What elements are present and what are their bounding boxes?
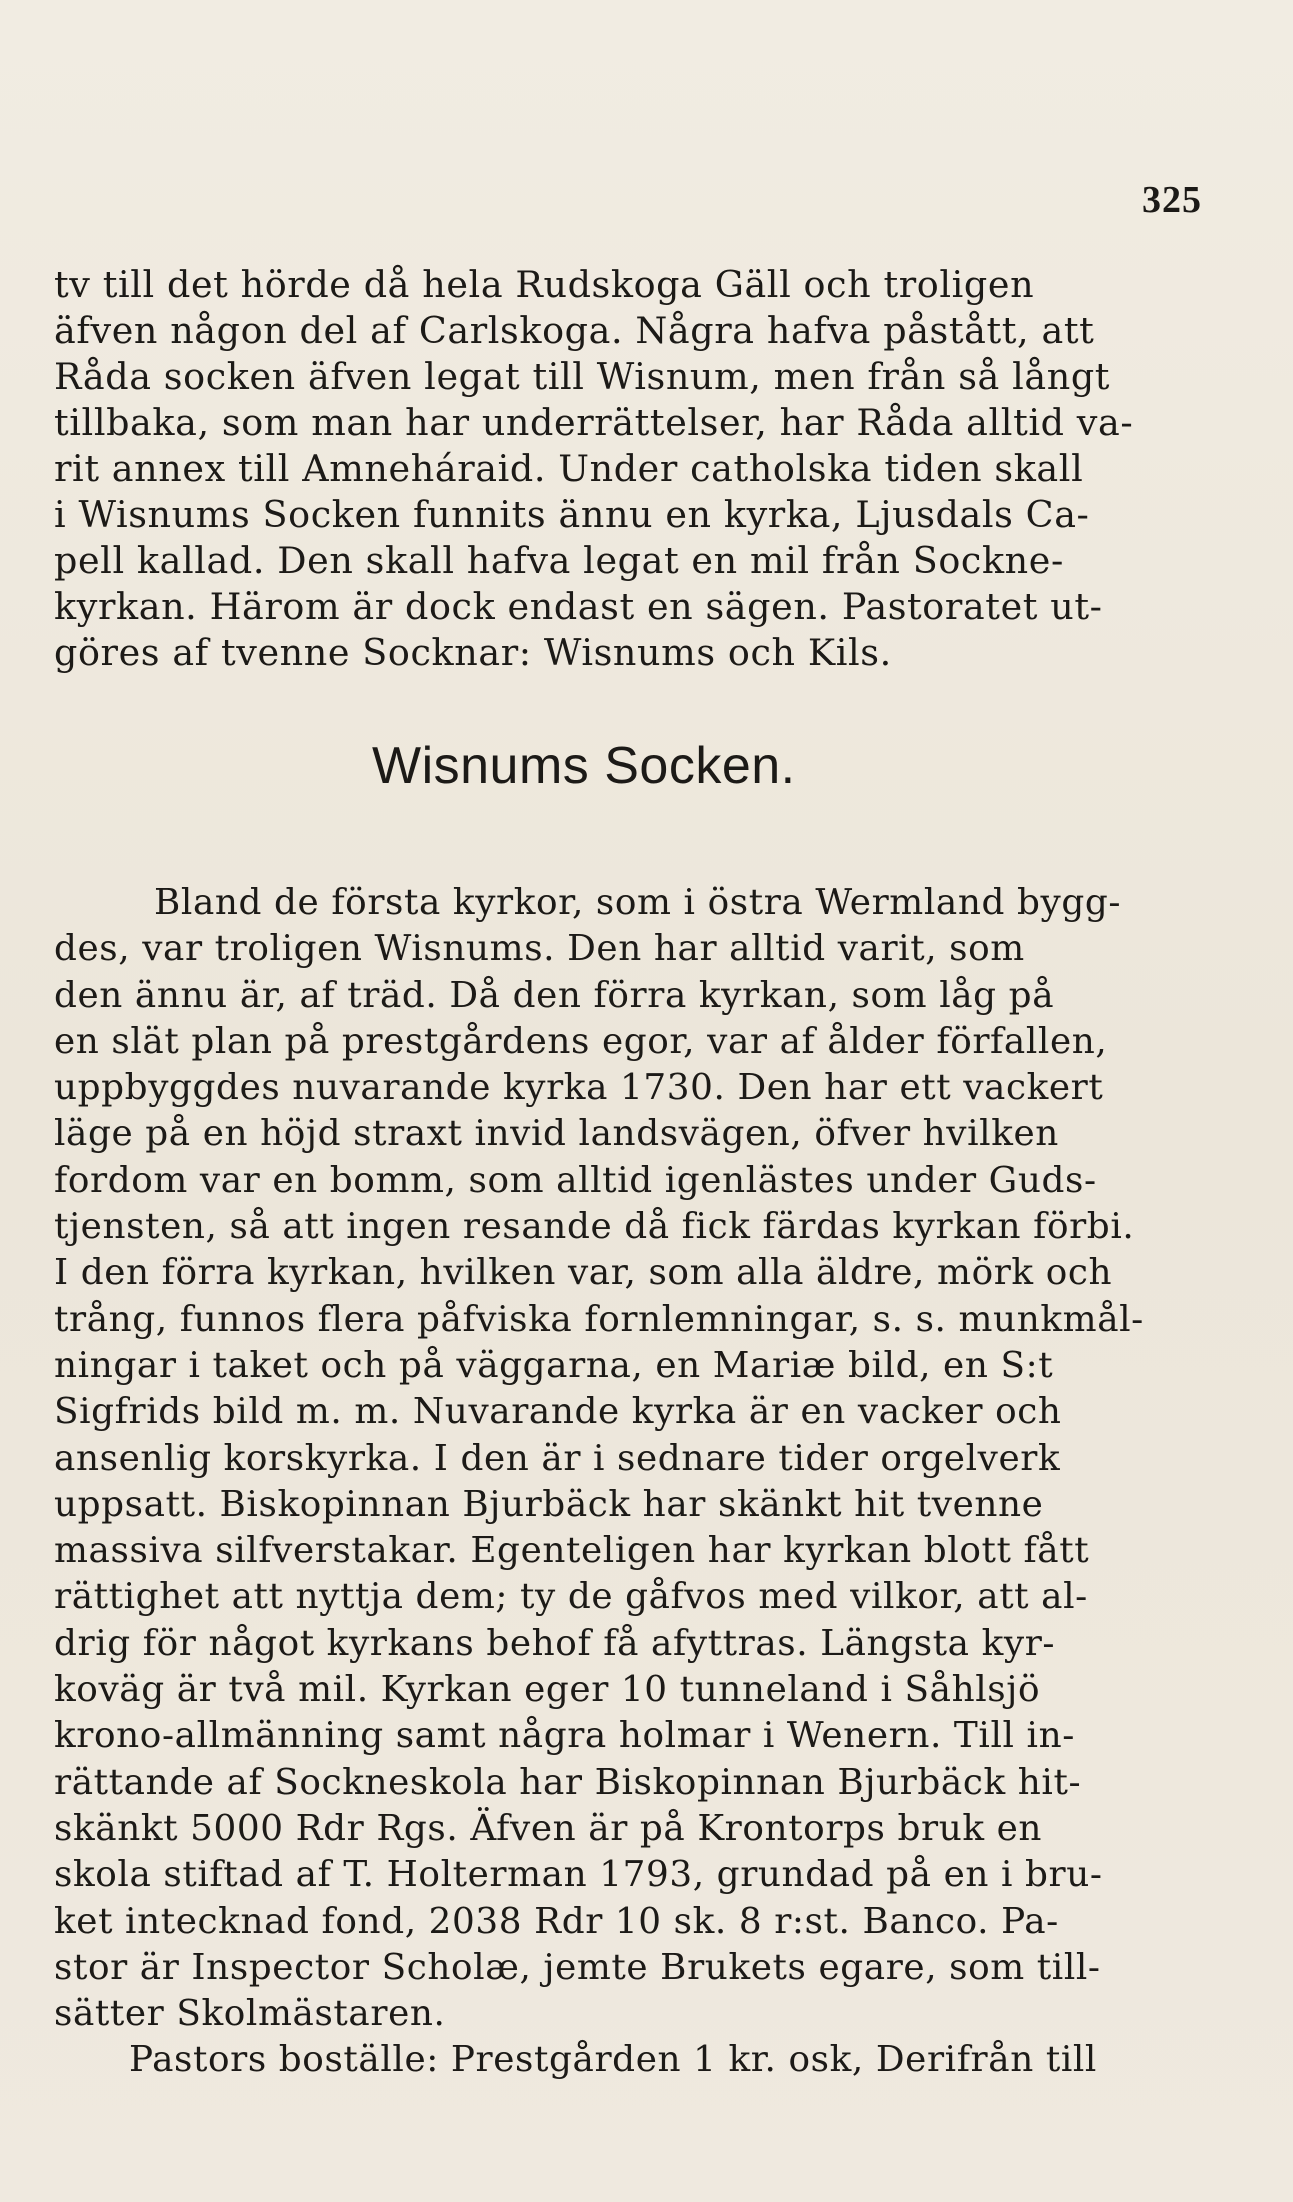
text-line: pell kallad. Den skall hafva legat en mil från Sockne- — [54, 539, 1064, 582]
text-line: en slät plan på prestgårdens egor, var af ålder förfallen, — [54, 1020, 1108, 1062]
text-line: trång, funnos flera påfviska fornlemningar, s. s. munkmål- — [54, 1298, 1144, 1340]
text-line: tv till det hörde då hela Rudskoga Gäll och troligen — [54, 263, 1035, 306]
text-line: läge på en höjd straxt invid landsvägen, öfver hvilken — [54, 1113, 1059, 1155]
text-line: äfven någon del af Carlskoga. Några hafva påstått, att — [54, 309, 1095, 352]
text-line: Bland de första kyrkor, som i östra Wermland bygg- — [154, 882, 1122, 923]
text-line: ningar i taket och på väggarna, en Mariæ bild, en S:t — [54, 1344, 1054, 1386]
text-line: fordom var en bomm, som alltid igenlästes under Guds- — [54, 1159, 1097, 1201]
intro-paragraph — [54, 262, 1224, 676]
text-line: drig för något kyrkans behof få afyttras. Längsta kyr- — [54, 1622, 1056, 1664]
text-line: uppsatt. Biskopinnan Bjurbäck har skänkt hit tvenne — [54, 1483, 1044, 1525]
text-line: uppbyggdes nuvarande kyrka 1730. Den har ett vackert — [54, 1067, 1104, 1109]
text-line: stor är Inspector Scholæ, jemte Brukets egare, som till- — [54, 1946, 1101, 1988]
text-line: Sigfrids bild m. m. Nuvarande kyrka är en vacker och — [54, 1391, 1062, 1433]
text-line: i Wisnums Socken funnits ännu en kyrka, Ljusdals Ca- — [54, 493, 1090, 536]
text-line: tjensten, så att ingen resande då fick färdas kyrkan förbi. — [54, 1206, 1135, 1248]
text-line: ket intecknad fond, 2038 Rdr 10 sk. 8 r:st. Banco. Pa- — [54, 1900, 1059, 1942]
text-line: koväg är två mil. Kyrkan eger 10 tunneland i Såhlsjö — [54, 1669, 1041, 1711]
text-line: I den förra kyrkan, hvilken var, som alla äldre, mörk och — [54, 1252, 1113, 1294]
text-line: sätter Skolmästaren. — [54, 1993, 446, 2035]
text-line: rättighet att nyttja dem; ty de gåfvos med vilkor, att al- — [54, 1576, 1088, 1618]
text-line: ansenlig korskyrka. I den är i sednare tider orgelverk — [54, 1437, 1061, 1479]
text-line: skola stiftad af T. Holterman 1793, grundad på en i bru- — [54, 1854, 1103, 1896]
text-line: skänkt 5000 Rdr Rgs. Äfven är på Krontorps bruk en — [54, 1807, 1043, 1849]
text-line: rättande af Sockneskola har Biskopinnan Bjurbäck hit- — [54, 1761, 1082, 1803]
text-line: tillbaka, som man har underrättelser, har Råda alltid va- — [54, 401, 1134, 444]
page-number: 325 — [1142, 179, 1202, 221]
text-line: Råda socken äfven legat till Wisnum, men från så långt — [54, 355, 1111, 398]
text-line: göres af tvenne Socknar: Wisnums och Kils. — [54, 631, 892, 674]
text-line: des, var troligen Wisnums. Den har alltid varit, som — [54, 928, 1025, 970]
text-line: Pastors boställe: Prestgården 1 kr. osk, Derifrån till — [129, 2039, 1097, 2081]
text-line: kyrkan. Härom är dock endast en sägen. Pastoratet ut- — [54, 585, 1103, 628]
text-line: den ännu är, af träd. Då den förra kyrkan, som låg på — [54, 974, 1055, 1016]
text-line: krono-allmänning samt några holmar i Wenern. Till in- — [54, 1715, 1075, 1757]
text-line: rit annex till Amneháraid. Under catholska tiden skall — [54, 447, 1084, 490]
section-heading: Wisnums Socken. — [372, 737, 796, 795]
text-line: massiva silfverstakar. Egenteligen har kyrkan blott fått — [54, 1530, 1090, 1572]
body-paragraph — [54, 880, 1234, 2084]
